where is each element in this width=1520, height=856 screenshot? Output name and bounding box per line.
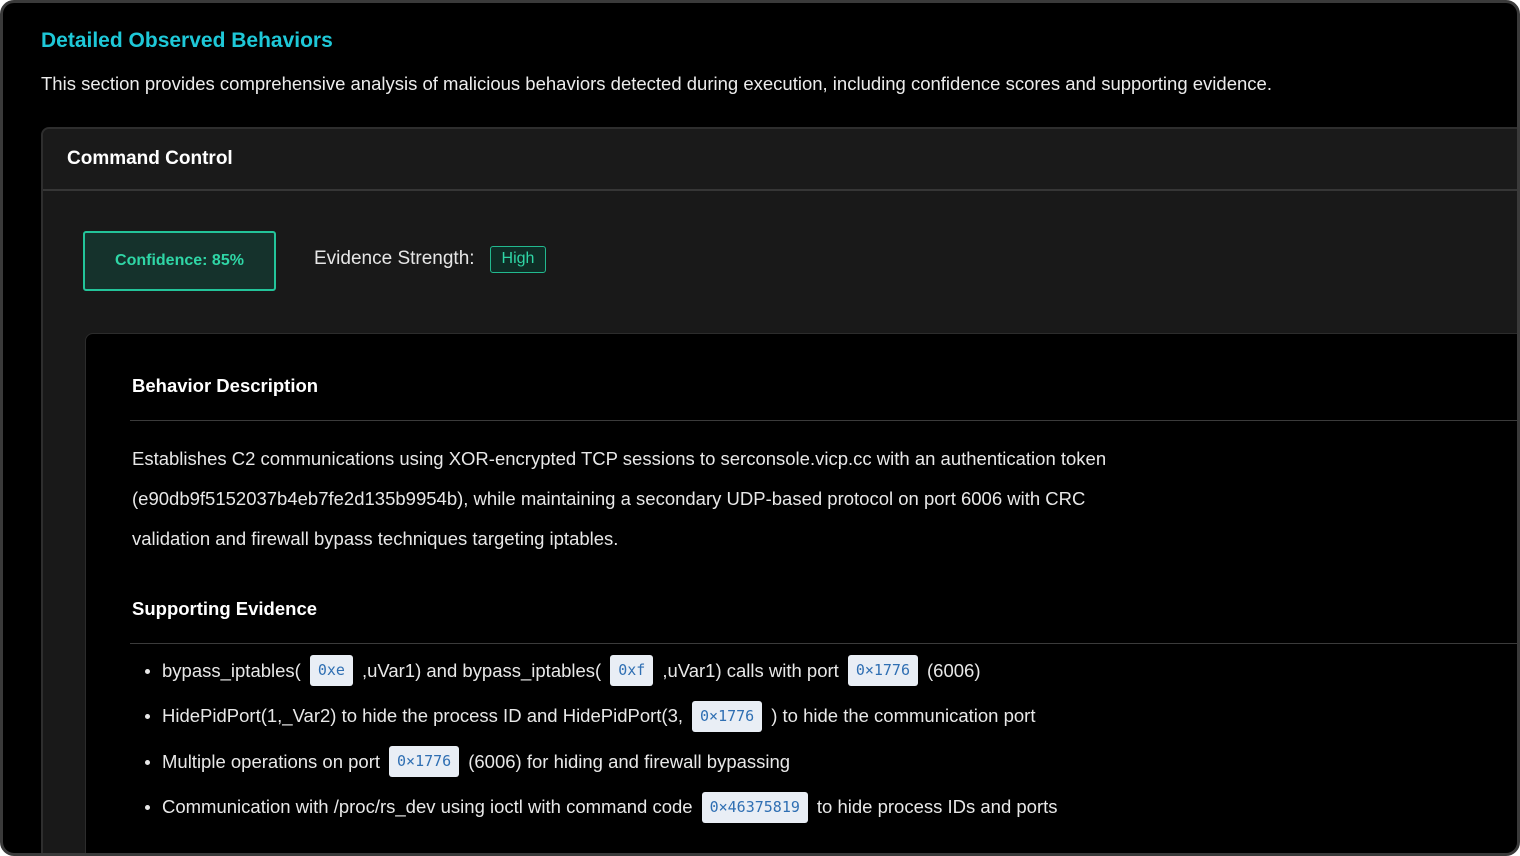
bullet-icon — [145, 805, 150, 810]
code-value: 0×1776 — [692, 701, 762, 732]
evidence-strength — [314, 243, 546, 275]
evidence-text: bypass_iptables( — [162, 659, 301, 681]
supporting-evidence-list — [142, 648, 1058, 830]
section-title: Detailed Observed Behaviors — [41, 29, 333, 52]
bullet-icon — [145, 714, 150, 719]
evidence-text: ,uVar1) and bypass_iptables( — [361, 659, 602, 681]
supporting-evidence-heading: Supporting Evidence — [132, 598, 318, 619]
divider — [130, 643, 1520, 644]
section-description: This section provides comprehensive analysis of malicious behaviors detected during execution, including confidence scores and supporting evidence. — [41, 73, 1272, 94]
evidence-text: HidePidPort(1,_Var2) to hide the process ID and HidePidPort(3, — [162, 705, 684, 727]
behavior-card — [41, 127, 1520, 856]
behavior-description-line: Establishes C2 communications using XOR-encrypted TCP sessions to serconsole.vicp.cc with an authentication token — [132, 448, 1107, 469]
code-value: 0xe — [310, 655, 353, 686]
evidence-text: Multiple operations on port — [162, 750, 381, 772]
divider — [130, 420, 1520, 421]
behavior-description-heading: Behavior Description — [132, 375, 319, 396]
bullet-icon — [145, 669, 150, 674]
evidence-strength-label: Evidence Strength: — [314, 248, 475, 269]
behavior-card-header[interactable] — [43, 129, 1520, 191]
evidence-item — [142, 648, 1058, 694]
evidence-text: (6006) for hiding and firewall bypassing — [468, 750, 791, 772]
evidence-strength-badge: High — [490, 246, 547, 273]
evidence-item — [142, 739, 1058, 785]
behavior-title: Command Control — [67, 148, 233, 169]
evidence-text: ,uVar1) calls with port — [662, 659, 839, 681]
evidence-text: ) to hide the communication port — [771, 705, 1036, 727]
evidence-item — [142, 785, 1058, 831]
confidence-badge: Confidence: 85% — [83, 231, 276, 291]
behavior-details-panel — [85, 333, 1520, 856]
behavior-description-line: validation and firewall bypass techniques targeting iptables. — [132, 528, 619, 549]
evidence-text: (6006) — [927, 659, 981, 681]
code-value: 0xf — [610, 655, 653, 686]
behavior-description-line: (e90db9f5152037b4eb7fe2d135b9954b), while maintaining a secondary UDP-based protocol on port 6006 with CRC — [132, 488, 1086, 509]
evidence-text: to hide process IDs and ports — [816, 796, 1058, 818]
bullet-icon — [145, 760, 150, 765]
evidence-text: Communication with /proc/rs_dev using ioctl with command code — [162, 796, 693, 818]
evidence-item — [142, 694, 1058, 740]
code-value: 0×1776 — [848, 655, 918, 686]
code-value: 0×1776 — [389, 746, 459, 777]
code-value: 0×46375819 — [702, 792, 808, 823]
